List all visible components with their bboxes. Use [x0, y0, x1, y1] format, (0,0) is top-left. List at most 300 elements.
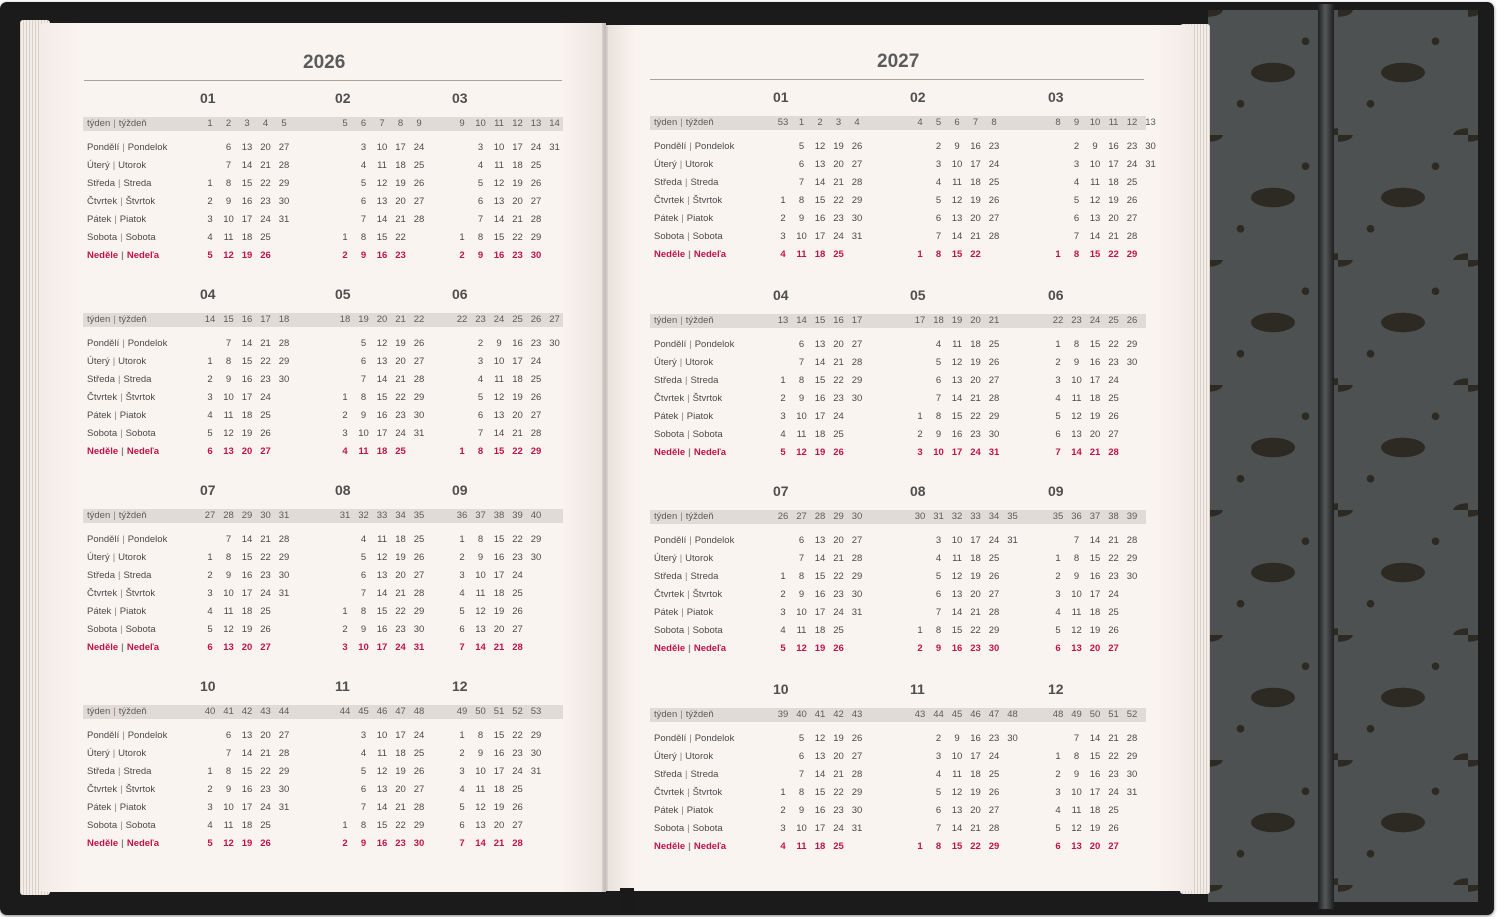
day-number: 24 — [1108, 589, 1119, 600]
day-number: 2 — [342, 838, 348, 849]
day-number: 4 — [459, 784, 465, 795]
month-number: 07 — [200, 482, 216, 498]
day-number: 21 — [260, 748, 271, 759]
day-number: 16 — [376, 838, 388, 849]
day-number: 29 — [1126, 553, 1138, 564]
day-number: 27 — [278, 142, 290, 153]
day-number: 7 — [1073, 535, 1080, 546]
day-number: 29 — [278, 766, 290, 777]
day-number: 8 — [225, 178, 232, 189]
day-number: 7 — [798, 357, 805, 368]
weekday-label: Pátek | Piatok — [654, 213, 714, 224]
day-number: 4 — [935, 553, 942, 564]
day-number: 16 — [241, 196, 253, 207]
day-number: 7 — [225, 534, 232, 545]
day-number: 24 — [260, 392, 271, 403]
week-number: 11 — [1108, 117, 1119, 128]
day-number: 19 — [833, 733, 844, 744]
day-number: 1 — [1055, 249, 1061, 260]
day-number: 2 — [1055, 357, 1061, 368]
day-number: 20 — [395, 570, 406, 581]
week-number: 12 — [512, 118, 523, 129]
month-number: 01 — [200, 90, 216, 106]
day-number: 6 — [207, 446, 213, 457]
day-number: 26 — [260, 250, 271, 261]
week-number: 9 — [416, 118, 422, 129]
week-row-label: týden | týždeň — [654, 709, 714, 720]
day-number: 31 — [851, 823, 863, 834]
day-number: 27 — [530, 196, 542, 207]
day-number: 23 — [1108, 769, 1119, 780]
day-number: 10 — [358, 642, 369, 653]
day-number: 13 — [814, 159, 826, 170]
day-number: 31 — [278, 802, 290, 813]
day-number: 7 — [459, 838, 465, 849]
day-number: 28 — [851, 769, 863, 780]
day-number: 1 — [207, 356, 213, 367]
day-number: 1 — [917, 625, 923, 636]
day-number: 19 — [1089, 411, 1101, 422]
week-number: 30 — [851, 511, 863, 522]
day-number: 7 — [477, 214, 484, 225]
day-number: 13 — [376, 196, 388, 207]
day-number: 26 — [851, 141, 863, 152]
day-number: 27 — [1126, 213, 1138, 224]
day-number: 5 — [477, 392, 484, 403]
day-number: 24 — [833, 823, 844, 834]
week-number: 29 — [241, 510, 253, 521]
day-number: 20 — [493, 820, 505, 831]
day-number: 20 — [1089, 841, 1101, 852]
week-number: 48 — [1052, 709, 1064, 720]
day-number: 11 — [223, 232, 234, 243]
day-number: 30 — [988, 643, 1000, 654]
day-number: 17 — [376, 642, 388, 653]
day-number: 1 — [459, 446, 465, 457]
day-number: 29 — [413, 606, 425, 617]
weekday-label: Čtvrtek | Štvrtok — [654, 195, 723, 206]
week-number: 43 — [851, 709, 863, 720]
day-number: 26 — [260, 428, 271, 439]
day-number: 16 — [493, 748, 505, 759]
day-number: 7 — [225, 160, 232, 171]
day-number: 13 — [493, 410, 505, 421]
day-number: 11 — [796, 841, 807, 852]
week-number: 42 — [833, 709, 844, 720]
day-number: 22 — [1108, 339, 1119, 350]
day-number: 27 — [260, 642, 271, 653]
day-number: 20 — [833, 159, 844, 170]
week-number: 34 — [395, 510, 406, 521]
day-number: 14 — [475, 642, 486, 653]
weekday-label: Pondělí | Pondelok — [654, 141, 735, 152]
day-number: 14 — [814, 769, 826, 780]
day-number: 28 — [1108, 447, 1119, 458]
day-number: 19 — [1089, 625, 1101, 636]
day-number: 12 — [223, 624, 234, 635]
book-gutter — [602, 23, 608, 893]
week-number: 6 — [360, 118, 367, 129]
week-row-label: týden | týždeň — [654, 117, 714, 128]
week-number: 52 — [512, 706, 523, 717]
day-number: 28 — [988, 823, 1000, 834]
day-number: 18 — [1089, 805, 1101, 816]
week-number: 18 — [933, 315, 944, 326]
week-number: 41 — [223, 706, 234, 717]
day-number: 11 — [796, 429, 807, 440]
day-number: 13 — [814, 535, 826, 546]
day-number: 9 — [798, 213, 805, 224]
day-number: 12 — [814, 141, 826, 152]
day-number: 16 — [970, 141, 981, 152]
day-number: 28 — [1126, 535, 1138, 546]
week-number: 31 — [339, 510, 351, 521]
day-number: 24 — [512, 766, 523, 777]
week-number: 12 — [1126, 117, 1138, 128]
day-number: 27 — [512, 624, 523, 635]
day-number: 14 — [951, 823, 963, 834]
day-number: 10 — [223, 214, 234, 225]
day-number: 8 — [1073, 751, 1080, 762]
weekday-label: Pondělí | Pondelok — [654, 733, 735, 744]
day-number: 22 — [833, 375, 844, 386]
day-number: 27 — [851, 751, 863, 762]
day-number: 16 — [814, 393, 826, 404]
day-number: 27 — [851, 535, 863, 546]
day-number: 22 — [260, 178, 271, 189]
week-number: 41 — [814, 709, 826, 720]
day-number: 9 — [477, 748, 484, 759]
day-number: 30 — [530, 552, 542, 563]
day-number: 18 — [970, 339, 981, 350]
day-number: 24 — [413, 142, 425, 153]
day-number: 20 — [833, 339, 844, 350]
day-number: 25 — [530, 374, 542, 385]
day-number: 15 — [493, 730, 505, 741]
week-number: 53 — [530, 706, 542, 717]
day-number: 18 — [241, 410, 253, 421]
week-number: 47 — [395, 706, 406, 717]
day-number: 18 — [512, 160, 523, 171]
day-number: 15 — [376, 392, 388, 403]
day-number: 9 — [798, 393, 805, 404]
day-number: 6 — [1055, 643, 1061, 654]
day-number: 17 — [241, 802, 253, 813]
day-number: 13 — [1071, 841, 1082, 852]
day-number: 5 — [935, 787, 942, 798]
day-number: 20 — [970, 805, 981, 816]
day-number: 26 — [1108, 625, 1119, 636]
day-number: 2 — [477, 338, 484, 349]
day-number: 18 — [1108, 177, 1119, 188]
day-number: 7 — [1073, 733, 1080, 744]
day-number: 17 — [512, 356, 523, 367]
day-number: 27 — [988, 589, 1000, 600]
day-number: 17 — [814, 231, 826, 242]
day-number: 2 — [459, 748, 465, 759]
day-number: 4 — [477, 374, 484, 385]
day-number: 14 — [493, 214, 505, 225]
day-number: 18 — [970, 177, 981, 188]
day-number: 15 — [241, 178, 253, 189]
week-row-label: týden | týždeň — [87, 314, 147, 325]
day-number: 5 — [1055, 625, 1061, 636]
weekday-label: Čtvrtek | Štvrtok — [87, 196, 156, 207]
day-number: 31 — [1007, 535, 1018, 546]
day-number: 15 — [951, 841, 963, 852]
day-number: 22 — [833, 571, 844, 582]
day-number: 11 — [377, 748, 387, 759]
week-row-label: týden | týždeň — [654, 511, 714, 522]
day-number: 5 — [477, 178, 484, 189]
day-number: 29 — [530, 730, 542, 741]
day-number: 4 — [459, 588, 465, 599]
day-number: 28 — [413, 802, 425, 813]
day-number: 21 — [395, 588, 406, 599]
day-number: 4 — [1055, 607, 1061, 618]
week-number: 44 — [339, 706, 351, 717]
day-number: 29 — [988, 841, 1000, 852]
day-number: 12 — [223, 428, 234, 439]
day-number: 25 — [260, 232, 271, 243]
day-number: 16 — [241, 374, 253, 385]
day-number: 6 — [225, 142, 232, 153]
week-number: 31 — [278, 510, 290, 521]
day-number: 10 — [796, 231, 807, 242]
weekday-label: Úterý | Utorok — [87, 748, 147, 759]
day-number: 17 — [970, 535, 981, 546]
day-number: 4 — [207, 606, 213, 617]
day-number: 22 — [260, 356, 271, 367]
week-number: 33 — [376, 510, 388, 521]
day-number: 17 — [493, 570, 505, 581]
day-number: 24 — [260, 802, 271, 813]
day-number: 23 — [833, 805, 844, 816]
day-number: 25 — [512, 588, 523, 599]
day-number: 18 — [395, 160, 406, 171]
day-number: 31 — [413, 642, 425, 653]
week-number: 32 — [951, 511, 963, 522]
day-number: 3 — [780, 607, 786, 618]
day-number: 5 — [780, 643, 786, 654]
weekday-label: Pondělí | Pondelok — [87, 142, 168, 153]
day-number: 14 — [951, 393, 963, 404]
day-number: 25 — [530, 160, 542, 171]
day-number: 10 — [1071, 589, 1082, 600]
day-number: 10 — [493, 142, 505, 153]
day-number: 23 — [512, 250, 523, 261]
day-number: 9 — [360, 250, 367, 261]
day-number: 15 — [376, 232, 388, 243]
day-number: 14 — [376, 214, 388, 225]
day-number: 15 — [814, 375, 826, 386]
day-number: 25 — [988, 553, 1000, 564]
day-number: 22 — [260, 552, 271, 563]
day-number: 1 — [342, 820, 348, 831]
day-number: 3 — [207, 802, 213, 813]
day-number: 2 — [1073, 141, 1080, 152]
day-number: 10 — [796, 607, 807, 618]
day-number: 20 — [1089, 429, 1101, 440]
week-number: 5 — [342, 118, 348, 129]
day-number: 21 — [970, 823, 981, 834]
day-number: 11 — [952, 339, 962, 350]
day-number: 30 — [1145, 141, 1156, 152]
day-number: 30 — [278, 196, 290, 207]
day-number: 8 — [477, 446, 484, 457]
day-number: 22 — [833, 787, 844, 798]
day-number: 24 — [260, 588, 271, 599]
weekday-label: Pátek | Piatok — [87, 606, 147, 617]
day-number: 16 — [493, 250, 505, 261]
day-number: 16 — [814, 805, 826, 816]
day-number: 22 — [395, 392, 406, 403]
day-number: 12 — [796, 447, 807, 458]
day-number: 18 — [970, 769, 981, 780]
day-number: 24 — [512, 570, 523, 581]
day-number: 19 — [970, 571, 981, 582]
day-number: 20 — [833, 751, 844, 762]
weekday-label: Středa | Streda — [654, 769, 719, 780]
day-number: 25 — [988, 177, 1000, 188]
day-number: 27 — [1108, 429, 1119, 440]
day-number: 14 — [493, 428, 505, 439]
day-number: 3 — [1055, 375, 1061, 386]
day-number: 21 — [260, 534, 271, 545]
day-number: 15 — [493, 534, 505, 545]
week-number: 9 — [459, 118, 465, 129]
day-number: 26 — [512, 606, 523, 617]
day-number: 16 — [512, 338, 523, 349]
day-number: 12 — [951, 787, 963, 798]
week-number: 29 — [833, 511, 844, 522]
week-number: 49 — [1071, 709, 1082, 720]
week-number: 30 — [260, 510, 271, 521]
week-number: 47 — [988, 709, 1000, 720]
day-number: 22 — [970, 249, 981, 260]
day-number: 22 — [970, 625, 981, 636]
weekday-label: Neděle | Nedeľa — [654, 841, 727, 852]
day-number: 3 — [1055, 787, 1061, 798]
day-number: 13 — [951, 375, 963, 386]
day-number: 28 — [278, 338, 290, 349]
day-number: 11 — [377, 534, 387, 545]
day-number: 28 — [530, 214, 542, 225]
day-number: 7 — [360, 802, 367, 813]
week-number: 14 — [204, 314, 216, 325]
day-number: 5 — [1055, 823, 1061, 834]
day-number: 14 — [241, 160, 253, 171]
week-number: 18 — [278, 314, 290, 325]
day-number: 14 — [1089, 231, 1101, 242]
day-number: 23 — [260, 374, 271, 385]
day-number: 16 — [376, 250, 388, 261]
day-number: 4 — [780, 249, 786, 260]
day-number: 16 — [376, 624, 388, 635]
day-number: 14 — [1089, 733, 1101, 744]
week-number: 26 — [1126, 315, 1138, 326]
day-number: 21 — [260, 338, 271, 349]
day-number: 2 — [780, 393, 786, 404]
day-number: 18 — [814, 429, 826, 440]
day-number: 6 — [1055, 429, 1061, 440]
month-number: 08 — [335, 482, 351, 498]
weekday-label: Pondělí | Pondelok — [87, 338, 168, 349]
day-number: 21 — [970, 231, 981, 242]
day-number: 27 — [1108, 841, 1119, 852]
day-number: 6 — [798, 535, 805, 546]
day-number: 12 — [1071, 625, 1082, 636]
day-number: 30 — [278, 374, 290, 385]
week-number: 20 — [970, 315, 981, 326]
day-number: 9 — [477, 552, 484, 563]
day-number: 28 — [988, 231, 1000, 242]
day-number: 30 — [278, 570, 290, 581]
weekday-label: Pondělí | Pondelok — [87, 534, 168, 545]
weekday-label: Sobota | Sobota — [87, 428, 156, 439]
day-number: 1 — [917, 841, 923, 852]
day-number: 11 — [475, 784, 486, 795]
day-number: 12 — [951, 357, 963, 368]
day-number: 2 — [207, 570, 213, 581]
day-number: 27 — [413, 356, 425, 367]
day-number: 28 — [278, 748, 290, 759]
day-number: 29 — [1126, 751, 1138, 762]
day-number: 1 — [342, 392, 348, 403]
day-number: 25 — [833, 429, 844, 440]
day-number: 23 — [395, 410, 406, 421]
day-number: 18 — [395, 534, 406, 545]
week-number: 22 — [413, 314, 425, 325]
day-number: 23 — [833, 393, 844, 404]
day-number: 23 — [512, 748, 523, 759]
day-number: 9 — [954, 141, 960, 152]
day-number: 9 — [225, 374, 232, 385]
day-number: 27 — [851, 159, 863, 170]
day-number: 8 — [225, 766, 232, 777]
weekday-label: Pátek | Piatok — [654, 411, 714, 422]
day-number: 21 — [970, 607, 981, 618]
day-number: 26 — [1126, 195, 1138, 206]
week-number: 36 — [1071, 511, 1082, 522]
day-number: 3 — [342, 428, 348, 439]
day-number: 13 — [1089, 213, 1101, 224]
day-number: 27 — [988, 805, 1000, 816]
weekday-label: Úterý | Utorok — [654, 751, 714, 762]
day-number: 14 — [951, 607, 963, 618]
day-number: 2 — [780, 589, 786, 600]
day-number: 16 — [814, 213, 826, 224]
day-number: 9 — [1092, 141, 1098, 152]
day-number: 2 — [780, 805, 786, 816]
month-number: 02 — [335, 90, 351, 106]
week-number: 50 — [1089, 709, 1101, 720]
day-number: 15 — [376, 820, 388, 831]
day-number: 12 — [223, 250, 234, 261]
day-number: 18 — [970, 553, 981, 564]
day-number: 4 — [360, 748, 367, 759]
day-number: 24 — [413, 730, 425, 741]
week-number: 51 — [1108, 709, 1119, 720]
day-number: 12 — [376, 552, 388, 563]
day-number: 2 — [207, 374, 213, 385]
week-number: 4 — [262, 118, 269, 129]
day-number: 9 — [225, 784, 232, 795]
year-divider — [650, 79, 1144, 80]
day-number: 23 — [395, 838, 406, 849]
day-number: 29 — [1126, 249, 1138, 260]
day-number: 5 — [360, 552, 367, 563]
